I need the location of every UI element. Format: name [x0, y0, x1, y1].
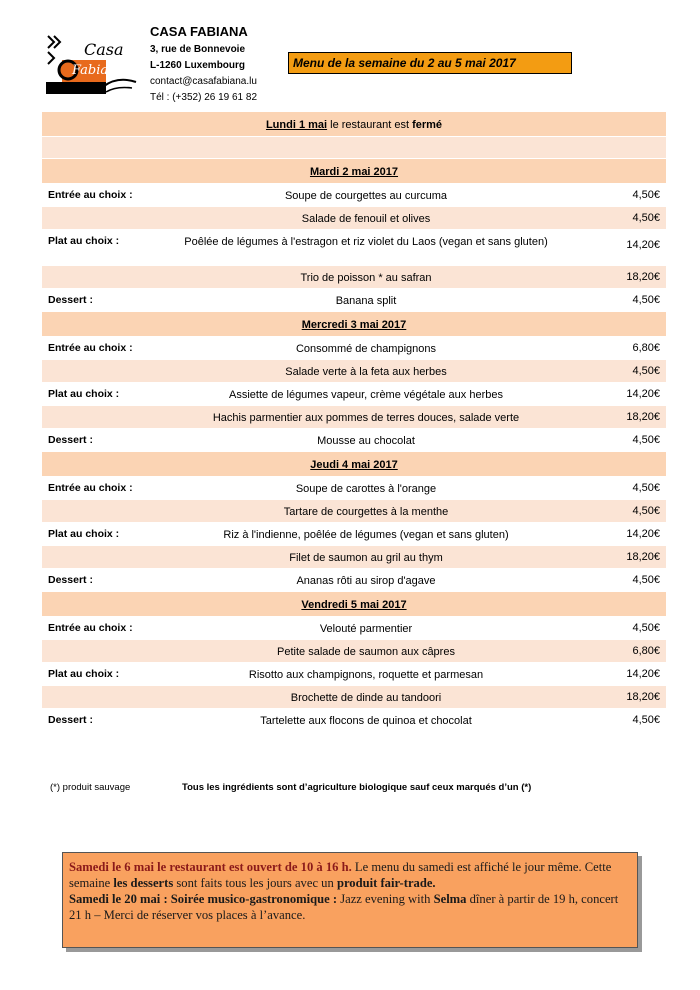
day-header [42, 592, 666, 617]
menu-price: 4,50€ [632, 714, 660, 726]
menu-category: Entrée au choix : [48, 189, 133, 201]
day-title: Mardi 2 mai 2017 [309, 166, 399, 178]
menu-dish: Banana split [335, 295, 397, 307]
menu-dish: Velouté parmentier [319, 623, 413, 635]
footnote-wild: (*) produit sauvage [50, 782, 131, 793]
menu-table [42, 112, 666, 732]
brand-name: CASA FABIANA [150, 24, 248, 39]
menu-dish: Soupe de courgettes au curcuma [284, 190, 448, 202]
notice-p2-bold: Samedi le 20 mai : Soirée musico-gastronomique : [69, 892, 338, 906]
menu-category: Dessert : [48, 434, 93, 446]
menu-dish: Tartelette aux flocons de quinoa et chocolat [260, 715, 472, 727]
menu-category: Entrée au choix : [48, 482, 133, 494]
menu-row [42, 207, 666, 230]
menu-dish: Consommé de champignons [295, 343, 437, 355]
menu-row [42, 709, 666, 732]
menu-price: 14,20€ [626, 528, 660, 540]
menu-price: 18,20€ [626, 551, 660, 563]
menu-row [42, 546, 666, 569]
phone: Tél : (+352) 26 19 61 82 [150, 92, 258, 103]
menu-row [42, 184, 666, 207]
logo-text-bottom: Fabiana [72, 63, 125, 78]
notice-p1-bold3: produit fair-trade. [336, 876, 436, 890]
address-line2: L-1260 Luxembourg [150, 60, 246, 71]
menu-price: 18,20€ [626, 271, 660, 283]
week-title: Menu de la semaine du 2 au 5 mai 2017 [288, 52, 572, 74]
menu-dish: Mousse au chocolat [317, 435, 415, 447]
logo [44, 30, 140, 98]
menu-row [42, 406, 666, 429]
menu-dish: Hachis parmentier aux pommes de terres douces, salade verte [212, 412, 520, 424]
menu-row [42, 477, 666, 500]
menu-price: 6,80€ [632, 645, 660, 657]
notice-p2-bold2: Selma [433, 892, 467, 906]
menu-dish: Petite salade de saumon aux câpres [277, 646, 455, 658]
menu-row [42, 429, 666, 452]
address-block [150, 42, 257, 106]
day-header [42, 452, 666, 477]
menu-dish: Tartare de courgettes à la menthe [283, 506, 449, 518]
menu-category: Plat au choix : [48, 235, 120, 247]
menu-row [42, 289, 666, 312]
notice-p1-rest2: sont faits tous les jours avec un [173, 876, 337, 890]
menu-price: 4,50€ [632, 574, 660, 586]
menu-row [42, 230, 666, 266]
menu-category: Dessert : [48, 574, 93, 586]
closed-status: fermé [412, 119, 443, 131]
menu-row [42, 383, 666, 406]
menu-category: Dessert : [48, 294, 93, 306]
menu-price: 4,50€ [632, 622, 660, 634]
menu-price: 14,20€ [626, 239, 660, 251]
menu-category: Entrée au choix : [48, 342, 133, 354]
menu-row [42, 266, 666, 289]
spacer-row [42, 137, 666, 159]
menu-dish: Filet de saumon au gril au thym [289, 552, 443, 564]
address-line1: 3, rue de Bonnevoie [150, 44, 246, 55]
menu-category: Entrée au choix : [48, 622, 133, 634]
logo-text-top: Casa [84, 40, 124, 59]
menu-row [42, 640, 666, 663]
menu-dish: Salade de fenouil et olives [301, 213, 431, 225]
menu-price: 18,20€ [626, 691, 660, 703]
menu-price: 14,20€ [626, 668, 660, 680]
day-title: Vendredi 5 mai 2017 [301, 599, 407, 611]
menu-price: 18,20€ [626, 411, 660, 423]
menu-row [42, 663, 666, 686]
menu-row [42, 569, 666, 592]
menu-price: 4,50€ [632, 434, 660, 446]
menu-dish: Assiette de légumes vapeur, crème végétale aux herbes [229, 389, 503, 401]
menu-category: Plat au choix : [48, 668, 120, 680]
menu-category: Dessert : [48, 714, 93, 726]
closed-day: Lundi 1 mai [265, 119, 328, 131]
day-header [42, 159, 666, 184]
menu-dish: Soupe de carottes à l'orange [295, 483, 437, 495]
footnote-organic: Tous les ingrédients sont d’agriculture biologique sauf ceux marqués d’un (*) [182, 782, 532, 793]
menu-price: 4,50€ [632, 212, 660, 224]
menu-price: 4,50€ [632, 294, 660, 306]
day-header [42, 312, 666, 337]
menu-category: Plat au choix : [48, 388, 120, 400]
notice-p1-bold: Samedi le 6 mai le restaurant est ouvert de 10 à 16 h. [69, 860, 352, 874]
menu-row [42, 500, 666, 523]
day-title: Mercredi 3 mai 2017 [301, 319, 407, 331]
closed-day-bar [42, 112, 666, 137]
notice-p1-bold2: les desserts [113, 876, 174, 890]
menu-row [42, 360, 666, 383]
menu-dish: Brochette de dinde au tandoori [290, 692, 442, 704]
menu-row [42, 686, 666, 709]
menu-dish: Riz à l'indienne, poêlée de légumes (vegan et sans gluten) [223, 529, 509, 541]
menu-dish: Ananas rôti au sirop d'agave [296, 575, 436, 587]
menu-dish: Risotto aux champignons, roquette et parmesan [248, 669, 484, 681]
notice-p2-rest2: dîner à partir de 19 h, concert 21 h – Merci de réserver vos places à l’avance. [69, 892, 619, 922]
menu-row [42, 337, 666, 360]
menu-price: 14,20€ [626, 388, 660, 400]
menu-price: 4,50€ [632, 189, 660, 201]
notice-p1-rest: Le menu du samedi est affiché le jour même. Cette semaine [69, 860, 612, 890]
saturday-notice [62, 852, 638, 948]
menu-dish: Poêlée de légumes à l'estragon et riz violet du Laos (vegan et sans gluten) [184, 236, 548, 248]
notice-p2-rest: Jazz evening with [337, 892, 434, 906]
menu-price: 6,80€ [632, 342, 660, 354]
menu-dish: Salade verte à la feta aux herbes [285, 366, 447, 378]
day-title: Jeudi 4 mai 2017 [310, 459, 398, 471]
menu-price: 4,50€ [632, 365, 660, 377]
menu-dish: Trio de poisson * au safran [300, 272, 432, 284]
menu-price: 4,50€ [632, 505, 660, 517]
menu-price: 4,50€ [632, 482, 660, 494]
menu-row [42, 523, 666, 546]
email[interactable]: contact@casafabiana.lu [150, 76, 257, 87]
closed-middle: le restaurant est [327, 119, 413, 131]
menu-row [42, 617, 666, 640]
closed-notice [42, 119, 666, 131]
menu-category: Plat au choix : [48, 528, 120, 540]
